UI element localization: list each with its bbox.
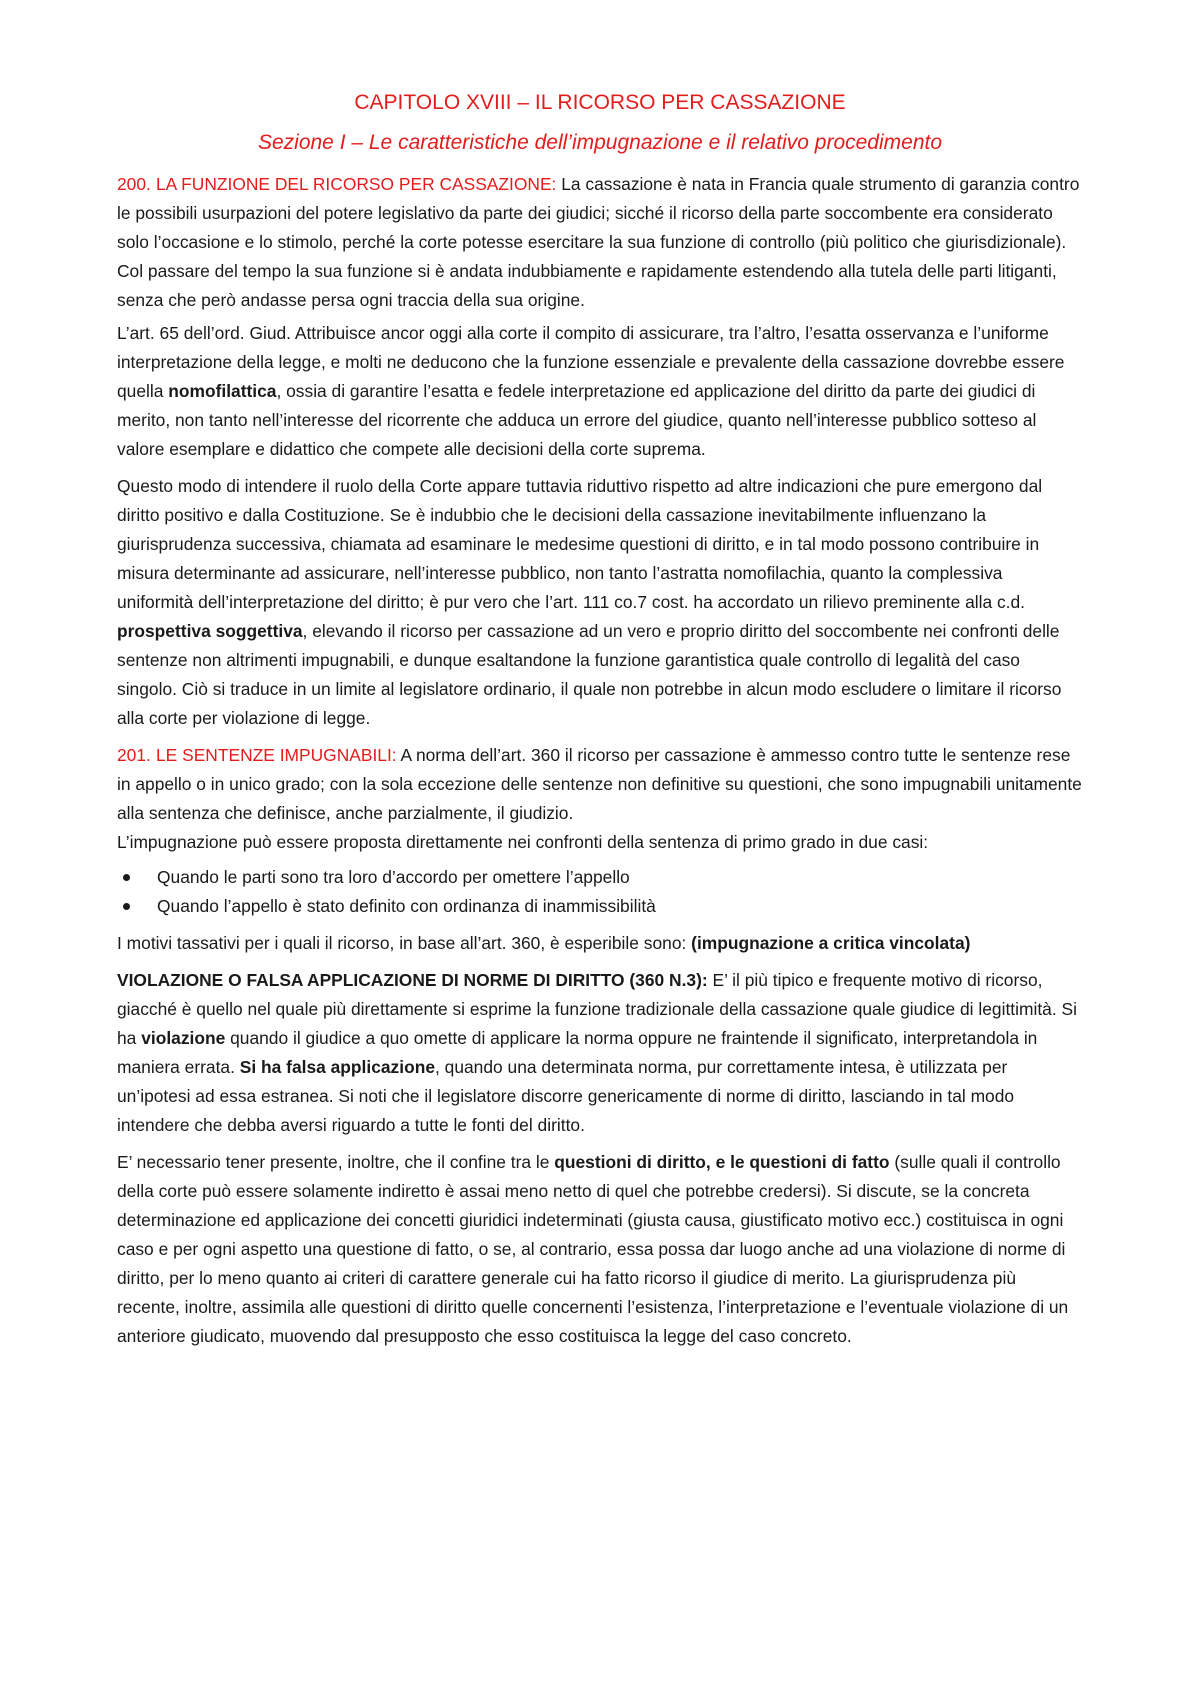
bold-term: Si ha falsa applicazione bbox=[239, 1057, 435, 1077]
bullet-list bbox=[117, 863, 1083, 921]
paragraph-200-role bbox=[117, 472, 1083, 733]
bold-term: (impugnazione a critica vincolata) bbox=[691, 933, 971, 953]
text-run: E’ il più tipico e frequente motivo di ricorso, giacché è quello nel quale più direttamente si esprime la funzione tradizionale della cassazione quale giudice di legittimità. Si ha bbox=[117, 970, 1077, 1048]
paragraph-number: 201. bbox=[117, 745, 151, 765]
list-item bbox=[117, 892, 1083, 921]
paragraph-200-intro bbox=[117, 170, 1083, 315]
bold-heading: VIOLAZIONE O FALSA APPLICAZIONE DI NORME DI DIRITTO (360 N.3): bbox=[117, 970, 708, 990]
paragraph-heading: LA FUNZIONE DEL RICORSO PER CASSAZIONE: bbox=[156, 174, 557, 194]
document-page bbox=[117, 80, 1083, 1359]
list-item-text: Quando l’appello è stato definito con ordinanza di inammissibilità bbox=[157, 896, 656, 916]
text-run: , elevando il ricorso per cassazione ad un vero e proprio diritto del soccombente nei confronti delle sentenze non altrimenti impugnabili, e dunque esaltandone la funzione garantistica quale controllo di legalità del caso singolo. Ciò si traduce in un limite al legislatore ordinario, il quale non potrebbe in alcun modo escludere o limitare il ricorso alla corte per violazione di legge. bbox=[117, 621, 1062, 728]
text-run: Questo modo di intendere il ruolo della Corte appare tuttavia riduttivo rispetto ad altre indicazioni che pure emergono dal diritto positivo e dalla Costituzione. Se è indubbio che le decisioni della cassazione inevitabilmente influenzano la giurisprudenza successiva, chiamata ad esaminare le medesime questioni di diritto, e in tal modo possono contribuire in misura determinante ad assicurare, nell’interesse pubblico, non tanto l’astratta nomofilachia, quanto la complessiva uniformità dell’interpretazione del diritto; è pur vero che l’art. 111 co.7 cost. ha accordato un rilievo preminente alla c.d. bbox=[117, 476, 1043, 612]
paragraph-text: A norma dell’art. 360 il ricorso per cassazione è ammesso contro tutte le sentenze rese in appello o in unico grado; con la sola eccezione delle sentenze non definitive su questioni, che sono impugnabili unitamente alla sentenza che definisce, anche parzialmente, il giudizio. bbox=[117, 745, 1082, 823]
text-run: I motivi tassativi per i quali il ricorso, in base all’art. 360, è esperibile sono: bbox=[117, 933, 692, 953]
text-run: L’art. 65 dell’ord. Giud. Attribuisce ancor oggi alla corte il compito di assicurare, tra l’altro, l’esatta osservanza e l’uniforme interpretazione della legge, e molti ne deducono che la funzione essenziale e prevalente della cassazione dovrebbe essere quella bbox=[117, 323, 1065, 401]
text-run: (sulle quali il controllo della corte può essere solamente indiretto è assai meno netto di quel che potrebbe credersi). Si discute, se la concreta determinazione ed applicazione dei concetti giuridici indeterminati (giusta causa, giustificato motivo ecc.) costituisca in ogni caso e per ogni aspetto una questione di fatto, o se, al contrario, essa possa dar luogo anche ad una violazione di norme di diritto, per lo meno quanto ai criteri di carattere generale cui ha fatto ricorso il giudice di merito. La giurisprudenza più recente, inoltre, assimila alle questioni di diritto quelle concernenti l’esistenza, l’interpretazione e l’eventuale violazione di un anteriore giudicato, muovendo dal presupposto che esso costituisca la legge del caso concreto. bbox=[117, 1152, 1069, 1346]
bold-term: prospettiva soggettiva bbox=[117, 621, 303, 641]
list-item bbox=[117, 863, 1083, 892]
paragraph-201-questioni bbox=[117, 1148, 1083, 1351]
list-item-text: Quando le parti sono tra loro d’accordo per omettere l’appello bbox=[157, 867, 630, 887]
paragraph-text: La cassazione è nata in Francia quale strumento di garanzia contro le possibili usurpazioni del potere legislativo da parte dei giudici; sicché il ricorso della parte soccombente era considerato solo l’occasione e lo stimolo, perché la corte potesse esercitare la sua funzione di controllo (più politico che giurisdizionale). Col passare del tempo la sua funzione si è andata indubbiamente e rapidamente estendendo alla tutela delle parti litiganti, senza che però andasse persa ogni traccia della sua origine. bbox=[117, 174, 1080, 310]
section-subtitle: Sezione I – Le caratteristiche dell’impugnazione e il relativo procedimento bbox=[257, 131, 943, 154]
paragraph-heading: LE SENTENZE IMPUGNABILI: bbox=[156, 745, 397, 765]
text-run: quando il giudice a quo omette di applicare la norma oppure ne fraintende il significato, interpretandola in maniera errata. bbox=[117, 1028, 1038, 1077]
bold-term: questioni di diritto, e le questioni di fatto bbox=[554, 1152, 890, 1172]
bullet-icon bbox=[123, 903, 130, 910]
paragraph-200-art65 bbox=[117, 319, 1083, 464]
paragraph-201-motivi bbox=[117, 929, 1083, 958]
chapter-title: CAPITOLO XVIII – IL RICORSO PER CASSAZIONE bbox=[354, 91, 846, 114]
bullet-icon bbox=[123, 874, 130, 881]
text-run: , ossia di garantire l’esatta e fedele interpretazione ed applicazione del diritto da parte dei giudici di merito, non tanto nell’interesse del ricorrente che adduca un errore del giudice, quanto nell’interesse pubblico sotteso al valore esemplare e didattico che compete alle decisioni della corte suprema. bbox=[117, 381, 1037, 459]
paragraph-text: L’impugnazione può essere proposta direttamente nei confronti della sentenza di primo grado in due casi: bbox=[117, 832, 929, 852]
bold-term: violazione bbox=[141, 1028, 226, 1048]
text-run: E’ necessario tener presente, inoltre, che il confine tra le bbox=[117, 1152, 555, 1172]
paragraph-201-intro bbox=[117, 741, 1083, 857]
paragraph-201-violazione bbox=[117, 966, 1083, 1140]
paragraph-number: 200. bbox=[117, 174, 151, 194]
text-run: , quando una determinata norma, pur correttamente intesa, è utilizzata per un’ipotesi ad essa estranea. Si noti che il legislatore discorre genericamente di norme di diritto, lasciando in tal modo intendere che debba aversi riguardo a tutte le fonti del diritto. bbox=[117, 1057, 1015, 1135]
bold-term: nomofilattica bbox=[168, 381, 277, 401]
